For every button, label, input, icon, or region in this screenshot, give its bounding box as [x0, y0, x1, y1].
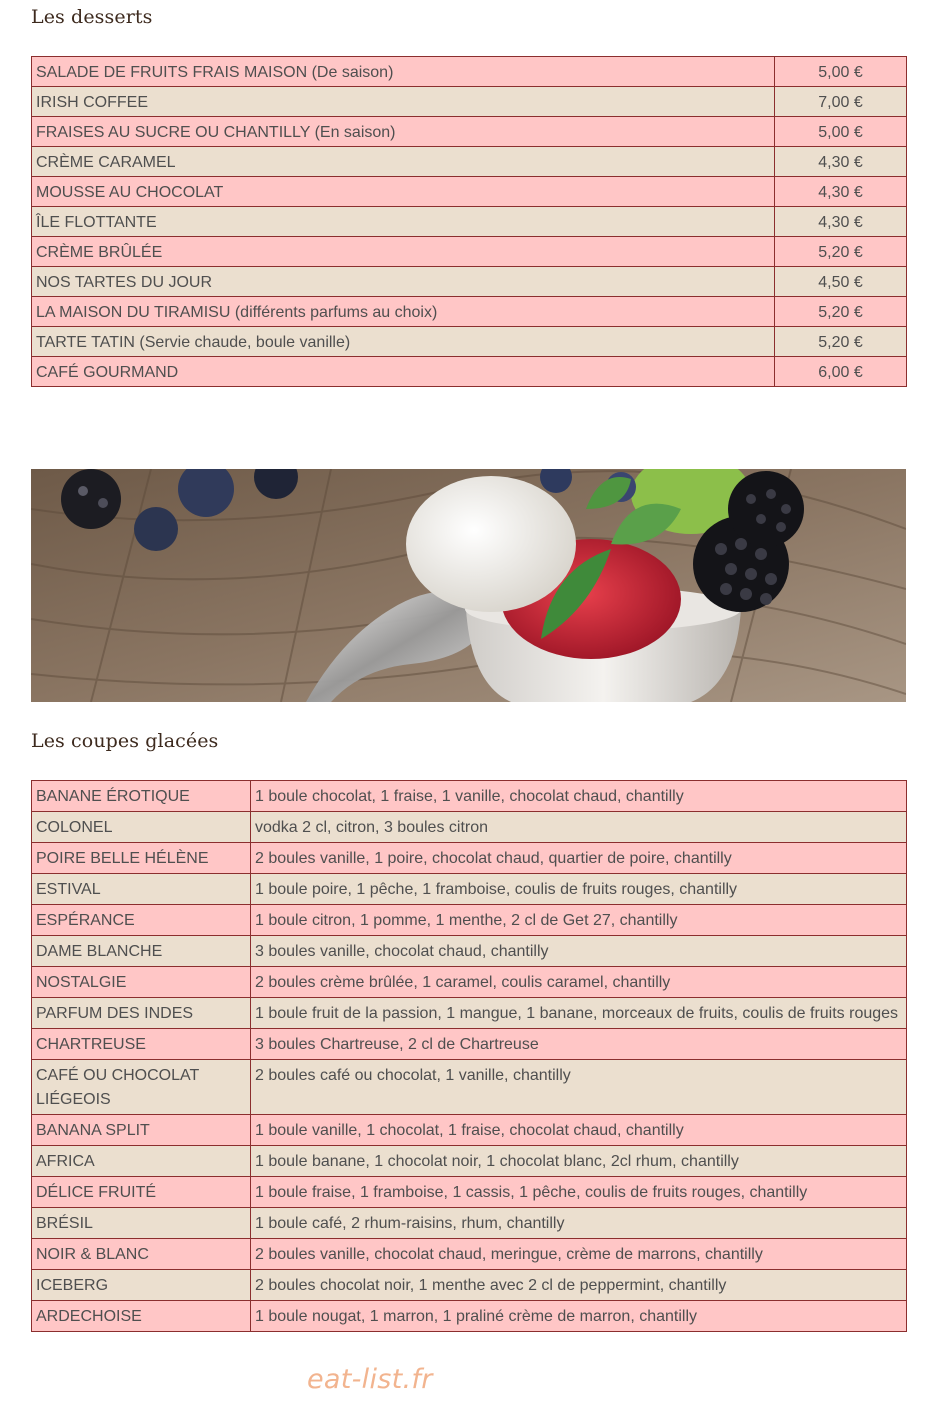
coupe-name: DAME BLANCHE	[32, 936, 251, 967]
dessert-name: SALADE DE FRUITS FRAIS MAISON (De saison)	[32, 57, 775, 87]
coupe-description: 1 boule chocolat, 1 fraise, 1 vanille, chocolat chaud, chantilly	[251, 781, 907, 812]
ice-cream-illustration	[31, 469, 906, 702]
dessert-price: 6,00 €	[775, 357, 907, 387]
coupe-name: PARFUM DES INDES	[32, 998, 251, 1029]
coupe-description: 2 boules café ou chocolat, 1 vanille, chantilly	[251, 1060, 907, 1115]
coupe-description: 1 boule fraise, 1 framboise, 1 cassis, 1 pêche, coulis de fruits rouges, chantilly	[251, 1177, 907, 1208]
dessert-name: IRISH COFFEE	[32, 87, 775, 117]
coupe-row	[32, 1270, 907, 1301]
coupe-row	[32, 905, 907, 936]
coupe-row	[32, 812, 907, 843]
coupe-name: BANANE ÉROTIQUE	[32, 781, 251, 812]
coupe-description: 2 boules vanille, 1 poire, chocolat chaud, quartier de poire, chantilly	[251, 843, 907, 874]
coupe-description: 3 boules vanille, chocolat chaud, chantilly	[251, 936, 907, 967]
dessert-price: 7,00 €	[775, 87, 907, 117]
coupe-name: POIRE BELLE HÉLÈNE	[32, 843, 251, 874]
dessert-price: 5,20 €	[775, 237, 907, 267]
coupe-name: CHARTREUSE	[32, 1029, 251, 1060]
desserts-table	[31, 56, 907, 387]
coupe-row	[32, 781, 907, 812]
coupe-name: NOSTALGIE	[32, 967, 251, 998]
coupe-row	[32, 1060, 907, 1115]
coupe-description: vodka 2 cl, citron, 3 boules citron	[251, 812, 907, 843]
coupe-row	[32, 1208, 907, 1239]
dessert-row	[32, 87, 907, 117]
watermark: eat-list.fr	[307, 1364, 433, 1395]
coupe-description: 2 boules vanille, chocolat chaud, meringue, crème de marrons, chantilly	[251, 1239, 907, 1270]
dessert-name: FRAISES AU SUCRE OU CHANTILLY (En saison)	[32, 117, 775, 147]
dessert-name: NOS TARTES DU JOUR	[32, 267, 775, 297]
coupe-row	[32, 1177, 907, 1208]
coupe-description: 1 boule banane, 1 chocolat noir, 1 chocolat blanc, 2cl rhum, chantilly	[251, 1146, 907, 1177]
dessert-name: CRÈME CARAMEL	[32, 147, 775, 177]
coupe-name: BRÉSIL	[32, 1208, 251, 1239]
coupe-row	[32, 1029, 907, 1060]
dessert-price: 4,30 €	[775, 207, 907, 237]
coupe-description: 1 boule poire, 1 pêche, 1 framboise, coulis de fruits rouges, chantilly	[251, 874, 907, 905]
coupe-name: ESPÉRANCE	[32, 905, 251, 936]
dessert-name: CAFÉ GOURMAND	[32, 357, 775, 387]
coupe-row	[32, 1301, 907, 1332]
coupe-row	[32, 936, 907, 967]
dessert-row	[32, 267, 907, 297]
dessert-row	[32, 147, 907, 177]
coupe-name: CAFÉ OU CHOCOLAT LIÉGEOIS	[32, 1060, 251, 1115]
dessert-name: MOUSSE AU CHOCOLAT	[32, 177, 775, 207]
dessert-price: 5,00 €	[775, 57, 907, 87]
coupe-description: 3 boules Chartreuse, 2 cl de Chartreuse	[251, 1029, 907, 1060]
coupe-description: 1 boule nougat, 1 marron, 1 praliné crème de marron, chantilly	[251, 1301, 907, 1332]
dessert-price: 4,30 €	[775, 177, 907, 207]
coupes-table	[31, 780, 907, 1332]
dessert-name: ÎLE FLOTTANTE	[32, 207, 775, 237]
dessert-price: 4,50 €	[775, 267, 907, 297]
coupe-description: 1 boule café, 2 rhum-raisins, rhum, chantilly	[251, 1208, 907, 1239]
coupe-row	[32, 874, 907, 905]
dessert-price: 5,20 €	[775, 327, 907, 357]
dessert-price: 5,00 €	[775, 117, 907, 147]
dessert-name: TARTE TATIN (Servie chaude, boule vanille)	[32, 327, 775, 357]
coupe-name: AFRICA	[32, 1146, 251, 1177]
coupe-row	[32, 998, 907, 1029]
coupe-name: BANANA SPLIT	[32, 1115, 251, 1146]
coupe-row	[32, 967, 907, 998]
dessert-row	[32, 177, 907, 207]
coupe-row	[32, 1146, 907, 1177]
dessert-row	[32, 57, 907, 87]
coupe-name: ICEBERG	[32, 1270, 251, 1301]
coupe-description: 2 boules crème brûlée, 1 caramel, coulis caramel, chantilly	[251, 967, 907, 998]
coupe-row	[32, 1239, 907, 1270]
dessert-name: LA MAISON DU TIRAMISU (différents parfums au choix)	[32, 297, 775, 327]
coupes-section-title: Les coupes glacées	[31, 730, 219, 752]
coupe-description: 1 boule citron, 1 pomme, 1 menthe, 2 cl de Get 27, chantilly	[251, 905, 907, 936]
coupe-description: 1 boule vanille, 1 chocolat, 1 fraise, chocolat chaud, chantilly	[251, 1115, 907, 1146]
dessert-row	[32, 207, 907, 237]
dessert-row	[32, 357, 907, 387]
coupe-description: 2 boules chocolat noir, 1 menthe avec 2 cl de peppermint, chantilly	[251, 1270, 907, 1301]
coupe-name: COLONEL	[32, 812, 251, 843]
ice-cream-photo	[31, 469, 906, 702]
coupe-name: ESTIVAL	[32, 874, 251, 905]
coupe-name: DÉLICE FRUITÉ	[32, 1177, 251, 1208]
coupe-row	[32, 843, 907, 874]
dessert-price: 4,30 €	[775, 147, 907, 177]
desserts-section-title: Les desserts	[31, 6, 153, 28]
dessert-row	[32, 117, 907, 147]
dessert-row	[32, 237, 907, 267]
coupe-row	[32, 1115, 907, 1146]
dessert-price: 5,20 €	[775, 297, 907, 327]
coupe-name: NOIR & BLANC	[32, 1239, 251, 1270]
dessert-row	[32, 297, 907, 327]
coupe-name: ARDECHOISE	[32, 1301, 251, 1332]
dessert-row	[32, 327, 907, 357]
coupe-description: 1 boule fruit de la passion, 1 mangue, 1 banane, morceaux de fruits, coulis de fruits rouges	[251, 998, 907, 1029]
dessert-name: CRÈME BRÛLÉE	[32, 237, 775, 267]
